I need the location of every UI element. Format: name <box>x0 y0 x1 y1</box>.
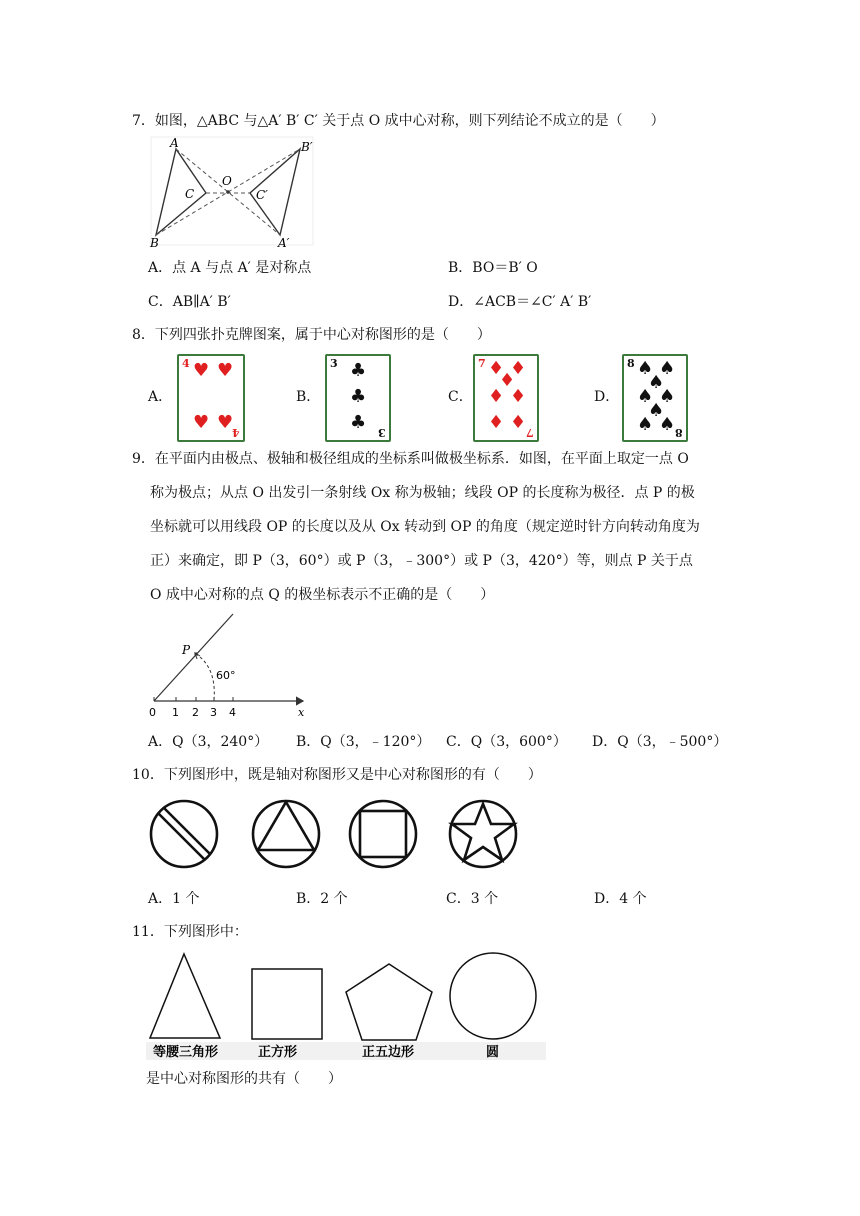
card-rank: 8 <box>675 426 683 439</box>
q9-line-3: 坐标就可以用线段 OP 的长度以及从 Ox 转动到 OP 的角度（规定逆时针方向转动角度为 <box>150 519 700 535</box>
spade-icon: ♠ <box>659 414 676 435</box>
q9-line-2: 称为极点；从点 O 出发引一条射线 Ox 称为极轴；线段 OP 的长度称为极径．点 P 的极 <box>150 485 695 501</box>
heart-icon: ♥ <box>217 412 234 433</box>
heart-icon: ♥ <box>193 412 210 433</box>
q7-label-C: C <box>185 187 195 201</box>
card-rank: 8 <box>627 357 635 370</box>
q7-option-c[interactable]: C．AB∥A′ B′ <box>148 294 231 310</box>
q10-option-d[interactable]: D．4 个 <box>594 891 647 907</box>
shape-label-pentagon: 正五边形 <box>362 1045 415 1060</box>
q9-option-c[interactable]: C．Q（3，600°） <box>446 734 567 750</box>
q7-option-a[interactable]: A．点 A 与点 A′ 是对称点 <box>148 260 312 276</box>
q9-tick-2: 2 <box>192 706 199 719</box>
q9-axis-label: x <box>298 706 305 719</box>
q9-polar-figure <box>140 610 320 722</box>
card-rank: 4 <box>232 426 240 439</box>
q8-card-d[interactable] <box>622 354 688 442</box>
q9-option-d[interactable]: D．Q（3，﹣500°） <box>592 734 728 750</box>
q9-label-P: P <box>182 643 191 657</box>
q8-option-d-label[interactable]: D． <box>594 389 620 405</box>
q7-label-B: B <box>150 236 159 250</box>
card-rank: 7 <box>526 426 534 439</box>
shape-label-circle: 圆 <box>486 1045 500 1060</box>
q9-tick-0: 0 <box>149 706 156 719</box>
q11-stem: 11．下列图形中： <box>132 924 248 940</box>
q8-card-c[interactable] <box>473 354 539 442</box>
spade-icon: ♠ <box>648 400 665 421</box>
spade-icon: ♠ <box>659 386 676 407</box>
diamond-icon: ♦ <box>488 386 505 407</box>
shape-label-isosceles: 等腰三角形 <box>153 1045 219 1060</box>
spade-icon: ♠ <box>637 358 654 379</box>
q9-label-angle: 60° <box>216 669 236 682</box>
q10-stem: 10．下列图形中，既是轴对称图形又是中心对称图形的有（ ） <box>132 767 542 783</box>
spade-icon: ♠ <box>648 372 665 393</box>
q8-option-b-label[interactable]: B． <box>296 389 321 405</box>
q9-line-5: O 成中心对称的点 Q 的极坐标表示不正确的是（ ） <box>150 587 495 603</box>
club-icon: ♣ <box>350 386 367 407</box>
q7-label-Cp: C′ <box>256 188 268 202</box>
card-rank: 7 <box>478 357 486 370</box>
diamond-icon: ♦ <box>488 412 505 433</box>
q10-option-b[interactable]: B．2 个 <box>296 891 348 907</box>
q8-option-c-label[interactable]: C． <box>448 389 473 405</box>
diamond-icon: ♦ <box>510 412 527 433</box>
q8-stem: 8．下列四张扑克牌图案，属于中心对称图形的是（ ） <box>132 327 491 343</box>
q7-label-Bp: B′ <box>301 140 313 154</box>
diamond-icon: ♦ <box>488 358 505 379</box>
q9-tick-1: 1 <box>172 706 179 719</box>
q9-tick-4: 4 <box>229 706 236 719</box>
q7-figure <box>146 135 318 250</box>
q7-option-b[interactable]: B．BO＝B′ O <box>448 260 538 276</box>
q9-line-1: 9．在平面内由极点、极轴和极径组成的坐标系叫做极坐标系．如图，在平面上取定一点 O <box>132 451 689 467</box>
q11-tail: 是中心对称图形的共有（ ） <box>146 1071 342 1087</box>
q11-figures <box>146 948 546 1060</box>
q10-option-c[interactable]: C．3 个 <box>446 891 499 907</box>
club-icon: ♣ <box>350 412 367 433</box>
q8-card-b[interactable] <box>325 354 391 442</box>
diamond-icon: ♦ <box>499 370 516 391</box>
heart-icon: ♥ <box>217 360 234 381</box>
diamond-icon: ♦ <box>510 358 527 379</box>
shape-label-square: 正方形 <box>258 1045 298 1060</box>
q9-line-4: 正）来确定，即 P（3，60°）或 P（3，﹣300°）或 P（3，420°）等，则点 P 关于点 <box>150 553 693 569</box>
q9-tick-3: 3 <box>210 706 217 719</box>
q7-label-O: O <box>222 174 232 188</box>
spade-icon: ♠ <box>659 358 676 379</box>
q8-card-a[interactable] <box>177 354 245 442</box>
card-rank: 3 <box>378 426 386 439</box>
q7-label-A: A <box>170 136 179 150</box>
heart-icon: ♥ <box>193 360 210 381</box>
spade-icon: ♠ <box>637 386 654 407</box>
q7-label-Ap: A′ <box>278 236 290 250</box>
q9-option-a[interactable]: A．Q（3，240°） <box>148 734 269 750</box>
diamond-icon: ♦ <box>510 386 527 407</box>
q7-stem: 7．如图，△ABC 与△A′ B′ C′ 关于点 O 成中心对称，则下列结论不成立的是（ ） <box>132 113 665 129</box>
club-icon: ♣ <box>350 360 367 381</box>
spade-icon: ♠ <box>637 414 654 435</box>
q7-option-d[interactable]: D．∠ACB＝∠C′ A′ B′ <box>448 294 592 310</box>
q10-figures <box>146 796 526 876</box>
q9-option-b[interactable]: B．Q（3，﹣120°） <box>296 734 431 750</box>
card-rank: 3 <box>330 357 338 370</box>
q10-option-a[interactable]: A．1 个 <box>148 891 200 907</box>
card-rank: 4 <box>182 357 190 370</box>
q8-option-a-label[interactable]: A． <box>148 389 173 405</box>
